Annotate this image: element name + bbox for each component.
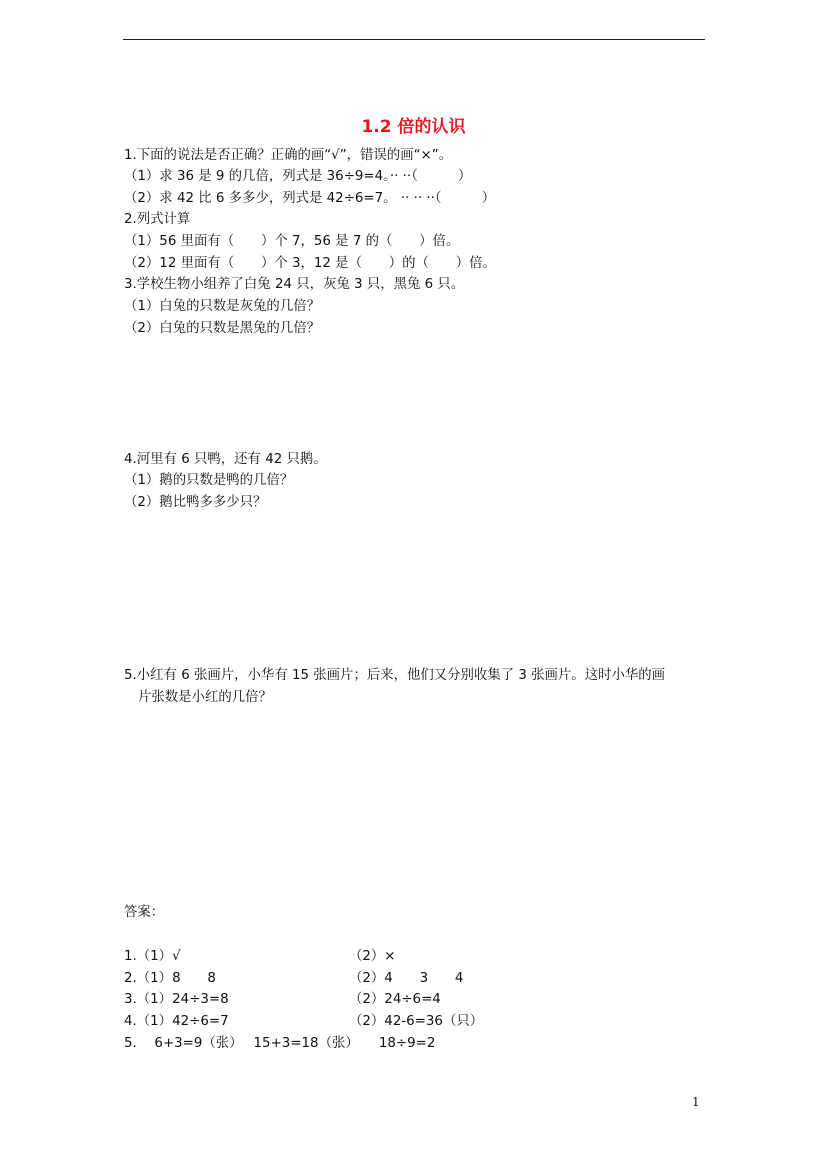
question-4-item-2: （2）鹅比鸭多多少只？ xyxy=(124,495,267,510)
question-2-stem: 2.列式计算 xyxy=(124,212,191,227)
page-number: 1 xyxy=(692,1095,700,1109)
question-5-line-1: 5.小红有 6 张画片，小华有 15 张画片；后来，他们又分别收集了 3 张画片。这时小华的画 xyxy=(124,668,666,683)
question-4-stem: 4.河里有 6 只鸭，还有 42 只鹅。 xyxy=(124,452,327,467)
question-3-item-2: （2）白兔的只数是黑兔的几倍？ xyxy=(124,321,320,336)
answer-5: 5. 6+3=9（张） 15+3=18（张） 18÷9=2 xyxy=(124,1036,436,1051)
answer-2-left: 2.（1）8 8 xyxy=(124,971,216,986)
question-1-item-2: （2）求 42 比 6 多多少，列式是 42÷6=7。 ·· ·· ··（ ） xyxy=(124,191,496,206)
answer-3-right: （2）24÷6=4 xyxy=(349,992,441,1007)
answer-2-right: （2）4 3 4 xyxy=(349,971,464,986)
header-rule xyxy=(123,39,705,40)
page-title: 1.2 倍的认识 xyxy=(361,117,466,137)
question-2-item-1: （1）56 里面有（ ）个 7，56 是 7 的（ ）倍。 xyxy=(124,234,460,249)
question-1-stem: 1.下面的说法是否正确？正确的画“√”，错误的画“×”。 xyxy=(124,148,453,163)
answer-1-right: （2）× xyxy=(349,949,396,964)
question-2-item-2: （2）12 里面有（ ）个 3，12 是（ ）的（ ）倍。 xyxy=(124,256,496,271)
answer-4-left: 4.（1）42÷6=7 xyxy=(124,1014,229,1029)
question-3-stem: 3.学校生物小组养了白兔 24 只，灰兔 3 只，黑兔 6 只。 xyxy=(124,277,465,292)
answer-4-right: （2）42-6=36（只） xyxy=(349,1014,484,1029)
question-3-item-1: （1）白兔的只数是灰兔的几倍？ xyxy=(124,299,320,314)
question-5-line-2: 片张数是小红的几倍？ xyxy=(138,690,272,705)
question-4-item-1: （1）鹅的只数是鸭的几倍？ xyxy=(124,473,294,488)
answers-heading: 答案： xyxy=(124,905,165,920)
answer-3-left: 3.（1）24÷3=8 xyxy=(124,992,229,1007)
answer-1-left: 1.（1）√ xyxy=(124,949,181,964)
question-1-item-1: （1）求 36 是 9 的几倍，列式是 36÷9=4。·· ··（ ） xyxy=(124,169,472,184)
